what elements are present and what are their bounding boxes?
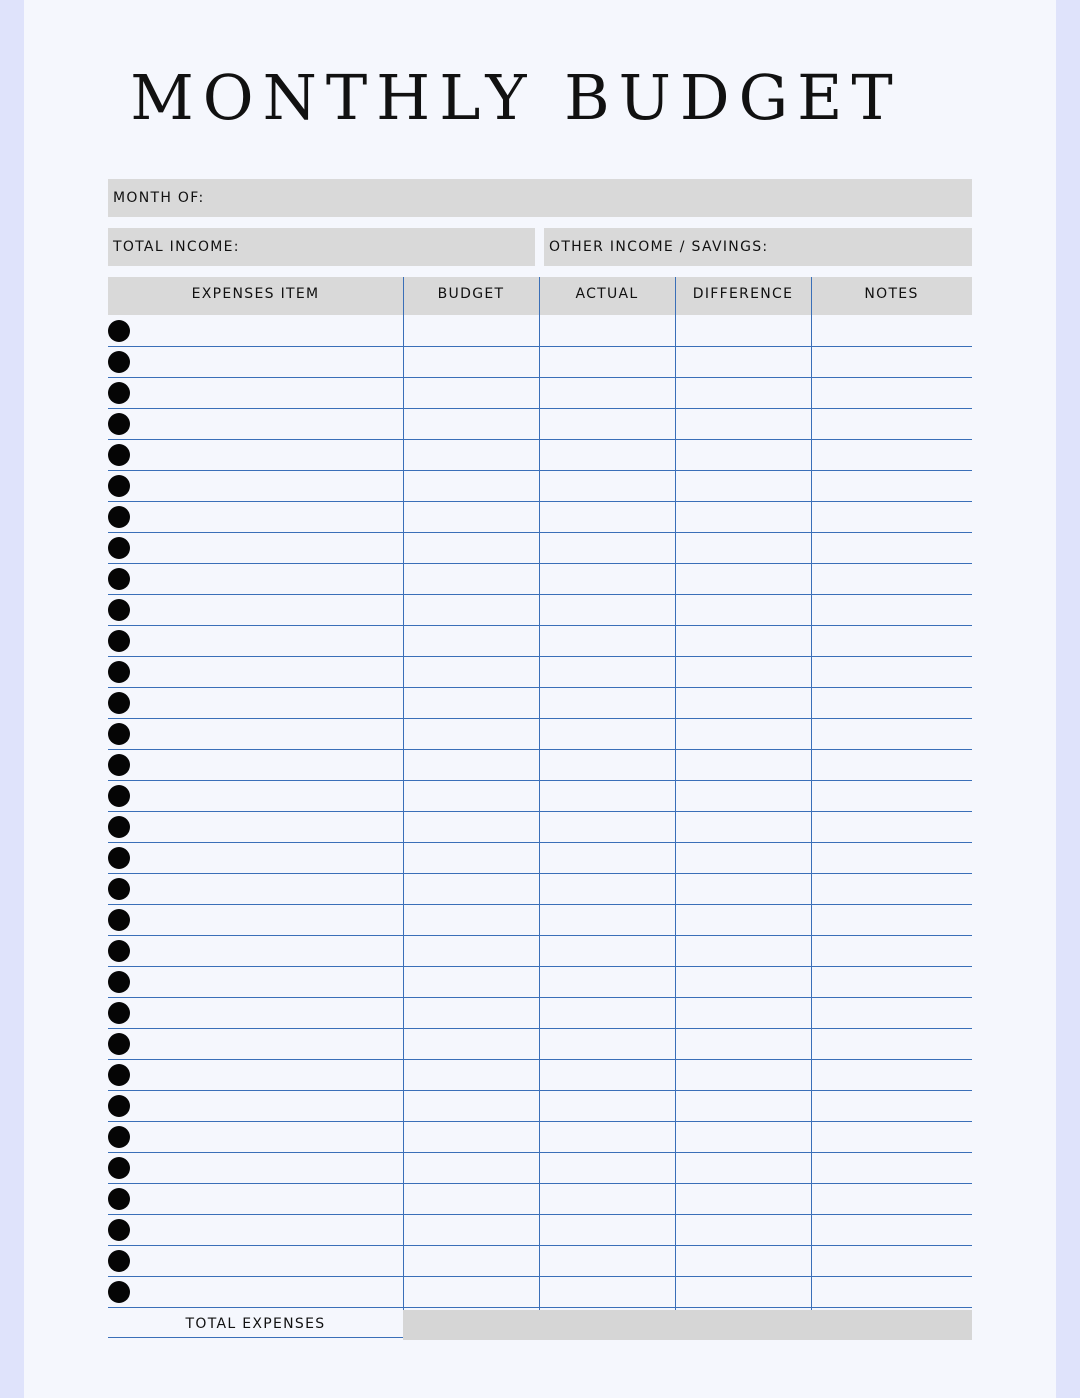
column-divider xyxy=(811,277,812,1340)
row-bullet xyxy=(108,382,130,404)
row-rule xyxy=(108,811,972,812)
row-rule xyxy=(108,1276,972,1277)
row-rule xyxy=(108,563,972,564)
table-header xyxy=(108,277,972,315)
row-rule xyxy=(108,470,972,471)
row-bullet xyxy=(108,847,130,869)
row-bullet xyxy=(108,1002,130,1024)
row-bullet xyxy=(108,1033,130,1055)
row-rule xyxy=(108,904,972,905)
total-income-field[interactable]: TOTAL INCOME: xyxy=(108,228,535,266)
row-bullet xyxy=(108,1250,130,1272)
other-income-savings-field[interactable]: OTHER INCOME / SAVINGS: xyxy=(544,228,972,266)
row-rule xyxy=(108,873,972,874)
row-bullet xyxy=(108,568,130,590)
row-rule xyxy=(108,1214,972,1215)
row-rule xyxy=(108,656,972,657)
row-bullet xyxy=(108,444,130,466)
month-of-field[interactable]: MONTH OF: xyxy=(108,179,972,217)
row-rule xyxy=(108,1152,972,1153)
row-rule xyxy=(108,780,972,781)
row-bullet xyxy=(108,1095,130,1117)
row-bullet xyxy=(108,537,130,559)
row-rule xyxy=(108,718,972,719)
row-rule xyxy=(108,594,972,595)
row-bullet xyxy=(108,506,130,528)
row-bullet xyxy=(108,878,130,900)
row-rule xyxy=(108,842,972,843)
row-bullet xyxy=(108,692,130,714)
column-divider xyxy=(675,277,676,1340)
row-rule xyxy=(108,1059,972,1060)
row-bullet xyxy=(108,1126,130,1148)
column-divider xyxy=(403,277,404,1340)
row-rule xyxy=(108,377,972,378)
row-bullet xyxy=(108,971,130,993)
page-title: MONTHLY BUDGET xyxy=(130,61,902,134)
column-divider xyxy=(539,277,540,1340)
row-bullet xyxy=(108,909,130,931)
row-rule xyxy=(108,935,972,936)
row-bullet xyxy=(108,630,130,652)
column-header-actual: ACTUAL xyxy=(575,286,639,302)
row-rule xyxy=(108,532,972,533)
row-bullet xyxy=(108,816,130,838)
column-header-expenses-item: EXPENSES ITEM xyxy=(191,286,320,302)
row-bullet xyxy=(108,754,130,776)
row-rule xyxy=(108,625,972,626)
total-expenses-cells[interactable] xyxy=(403,1310,972,1340)
row-bullet xyxy=(108,1219,130,1241)
row-bullet xyxy=(108,320,130,342)
row-rule xyxy=(108,1121,972,1122)
row-bullet xyxy=(108,413,130,435)
row-bullet xyxy=(108,599,130,621)
row-bullet xyxy=(108,1157,130,1179)
row-rule xyxy=(108,501,972,502)
row-rule xyxy=(108,1028,972,1029)
row-bullet xyxy=(108,1064,130,1086)
total-expenses-label: TOTAL EXPENSES xyxy=(185,1316,326,1332)
row-bullet xyxy=(108,1188,130,1210)
row-rule xyxy=(108,408,972,409)
row-rule xyxy=(108,687,972,688)
row-rule xyxy=(108,997,972,998)
row-rule xyxy=(108,1090,972,1091)
row-bullet xyxy=(108,785,130,807)
column-header-notes: NOTES xyxy=(864,286,919,302)
row-rule xyxy=(108,966,972,967)
row-bullet xyxy=(108,661,130,683)
row-rule xyxy=(108,749,972,750)
row-rule xyxy=(108,1183,972,1184)
row-bullet xyxy=(108,723,130,745)
row-bullet xyxy=(108,475,130,497)
row-rule xyxy=(108,439,972,440)
column-header-budget: BUDGET xyxy=(437,286,505,302)
row-rule xyxy=(108,346,972,347)
column-header-difference: DIFFERENCE xyxy=(692,286,794,302)
row-bullet xyxy=(108,351,130,373)
row-bullet xyxy=(108,940,130,962)
row-rule xyxy=(108,1307,972,1308)
row-bullet xyxy=(108,1281,130,1303)
row-rule xyxy=(108,1245,972,1246)
